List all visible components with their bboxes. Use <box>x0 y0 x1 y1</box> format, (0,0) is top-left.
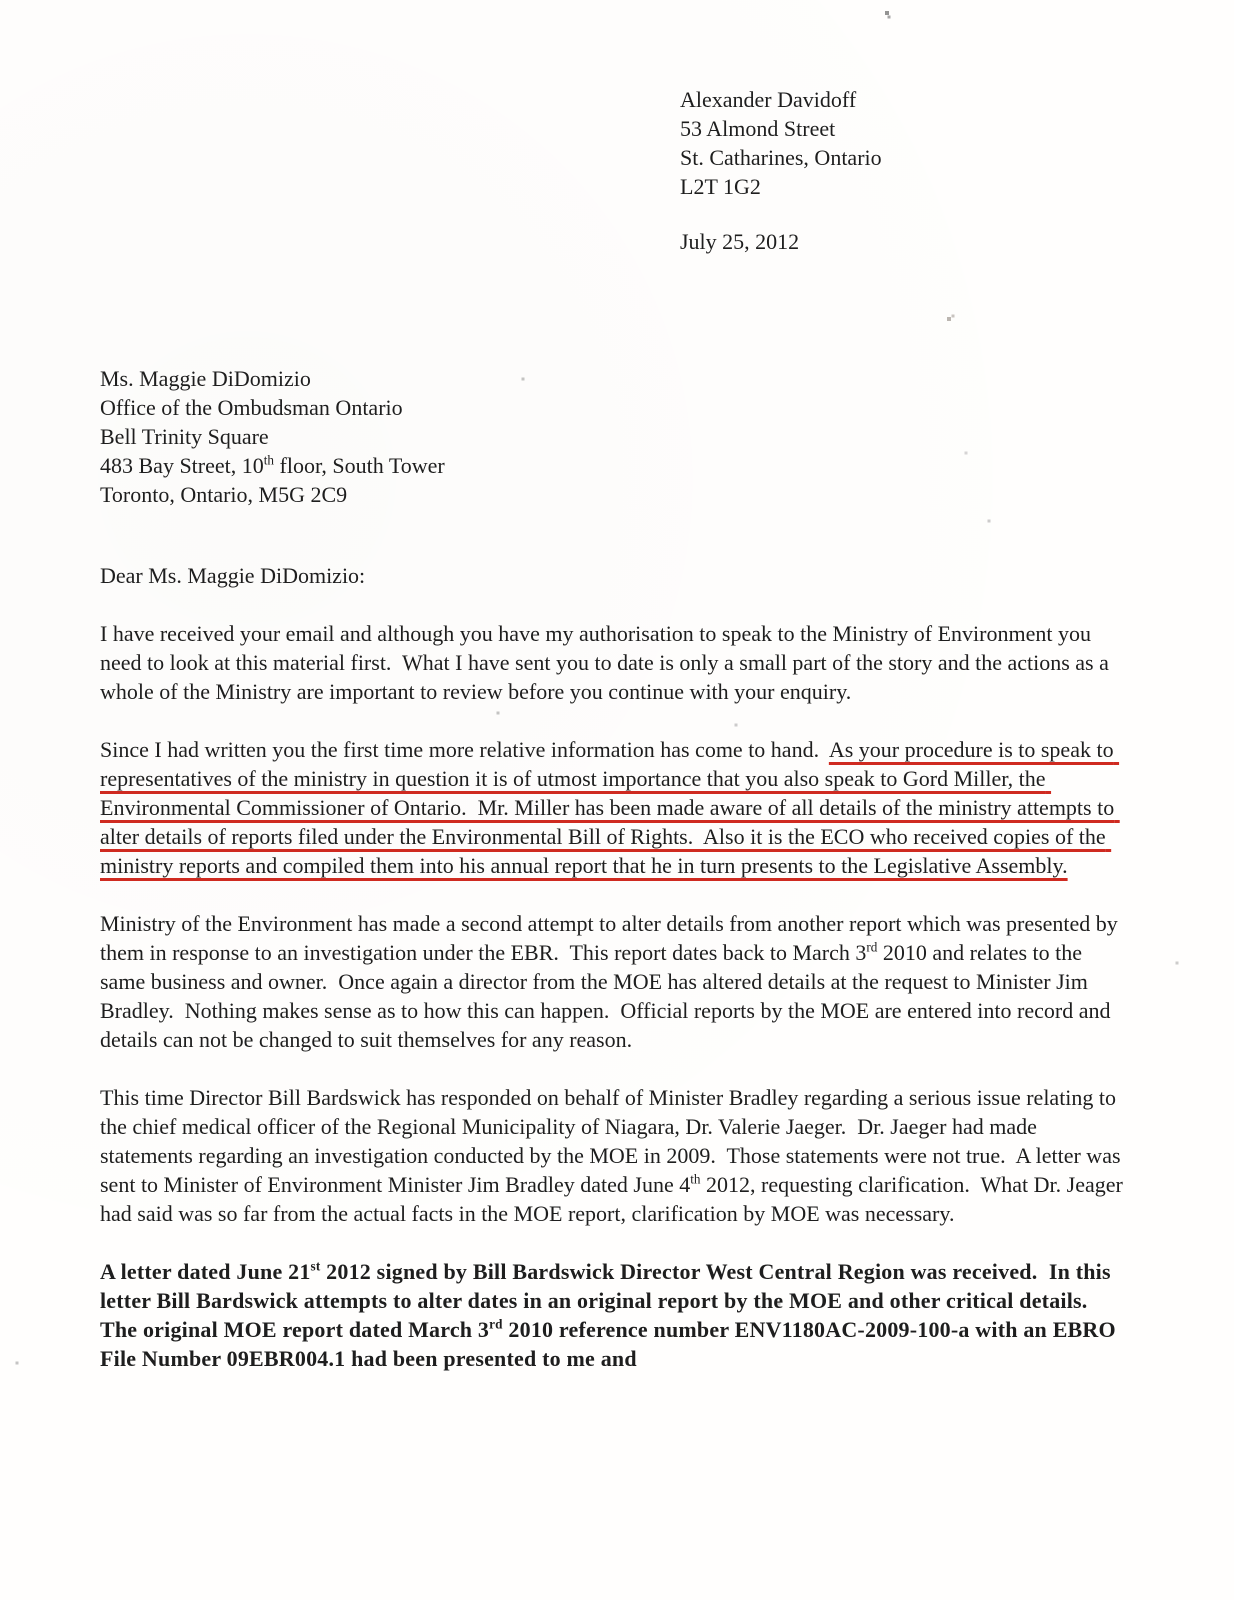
text-segment: 2010 reference number ENV1180AC-2009-100-a with an EBRO File Number 09EBR004.1 had been presented to me and <box>100 1317 1122 1371</box>
text-segment: This time Director Bill Bardswick has responded on behalf of Minister Bradley regarding a serious issue relating to the chief medical officer of the Regional Municipality of Niagara, Dr. Valerie Jaeger. Dr. Jaeger had made statements regarding an investigation conducted by the MOE in 2009. Those statements were not true. A letter was sent to Minister of Environment Minister Jim Bradley dated June 4 <box>100 1085 1127 1197</box>
superscript-text: rd <box>489 1316 503 1332</box>
text-segment: Bell Trinity Square <box>100 424 269 449</box>
text-segment: Office of the Ombudsman Ontario <box>100 395 403 420</box>
address-line <box>100 393 1130 422</box>
text-segment: Since I had written you the first time more relative information has come to hand. <box>100 737 829 762</box>
paragraph <box>100 1083 1130 1228</box>
text-segment: floor, South Tower <box>274 453 445 478</box>
text-segment: 2010 and relates to the same business and owner. Once again a director from the MOE has altered details at the request to Minister Jim Bradley. Nothing makes sense as to how this can happen. Official reports by the MOE are entered into record and details can not be changed to suit themselves for any reason. <box>100 940 1116 1052</box>
address-line: Alexander Davidoff <box>680 87 857 112</box>
address-line <box>100 364 1130 393</box>
text-segment: Toronto, Ontario, M5G 2C9 <box>100 482 348 507</box>
address-line <box>100 422 1130 451</box>
address-line: L2T 1G2 <box>680 174 761 199</box>
text-segment: I have received your email and although you have my authorisation to speak to the Ministry of Environment you need to look at this material first. What I have sent you to date is only a small part of the story and the actions as a whole of the Ministry are important to review before you continue with your enquiry. <box>100 621 1115 704</box>
sender-address-block <box>680 85 1130 201</box>
address-line: 53 Almond Street <box>680 116 836 141</box>
superscript-text: th <box>690 1171 701 1187</box>
superscript-text: st <box>310 1258 321 1274</box>
red-underlined-text: As your procedure is to speak to representatives of the ministry in question it is of utmost importance that you also speak to Gord Miller, the Environmental Commissioner of Ontario. Mr. Miller has been made aware of all details of the ministry attempts to alter details of reports filed under the Environmental Bill of Rights. Also it is the ECO who received copies of the ministry reports and compiled them into his annual report that he in turn presents to the Legislative Assembly. <box>100 737 1120 878</box>
text-segment: Ms. Maggie DiDomizio <box>100 366 311 391</box>
address-line: St. Catharines, Ontario <box>680 145 882 170</box>
address-line <box>100 480 1130 509</box>
letter-date: July 25, 2012 <box>680 229 800 254</box>
paragraph <box>100 619 1130 706</box>
text-segment: 2012 signed by Bill Bardswick Director West Central Region was received. In this letter Bill Bardswick attempts to alter dates in an original report by the MOE and other critical details. The original MOE report dated March 3 <box>100 1259 1117 1342</box>
scan-artifacts <box>0 0 2 2</box>
address-line <box>100 451 1130 480</box>
text-segment: Ministry of the Environment has made a second attempt to alter details from another report which was presented by them in response to an investigation under the EBR. This report dates back to March 3 <box>100 911 1124 965</box>
superscript-text: th <box>263 452 275 468</box>
text-segment: 2012, requesting clarification. What Dr. Jeager had said was so far from the actual facts in the MOE report, clarification by MOE was necessary. <box>100 1172 1129 1226</box>
text-segment: A letter dated June 21 <box>100 1259 311 1284</box>
paragraph <box>100 735 1130 880</box>
paragraph-bold <box>100 1257 1130 1373</box>
superscript-text: rd <box>866 939 878 955</box>
letter-body <box>100 619 1130 1373</box>
paragraph <box>100 909 1130 1054</box>
recipient-address-block <box>100 364 1130 509</box>
salutation: Dear Ms. Maggie DiDomizio: <box>100 563 366 588</box>
text-segment: 483 Bay Street, 10 <box>100 453 264 478</box>
